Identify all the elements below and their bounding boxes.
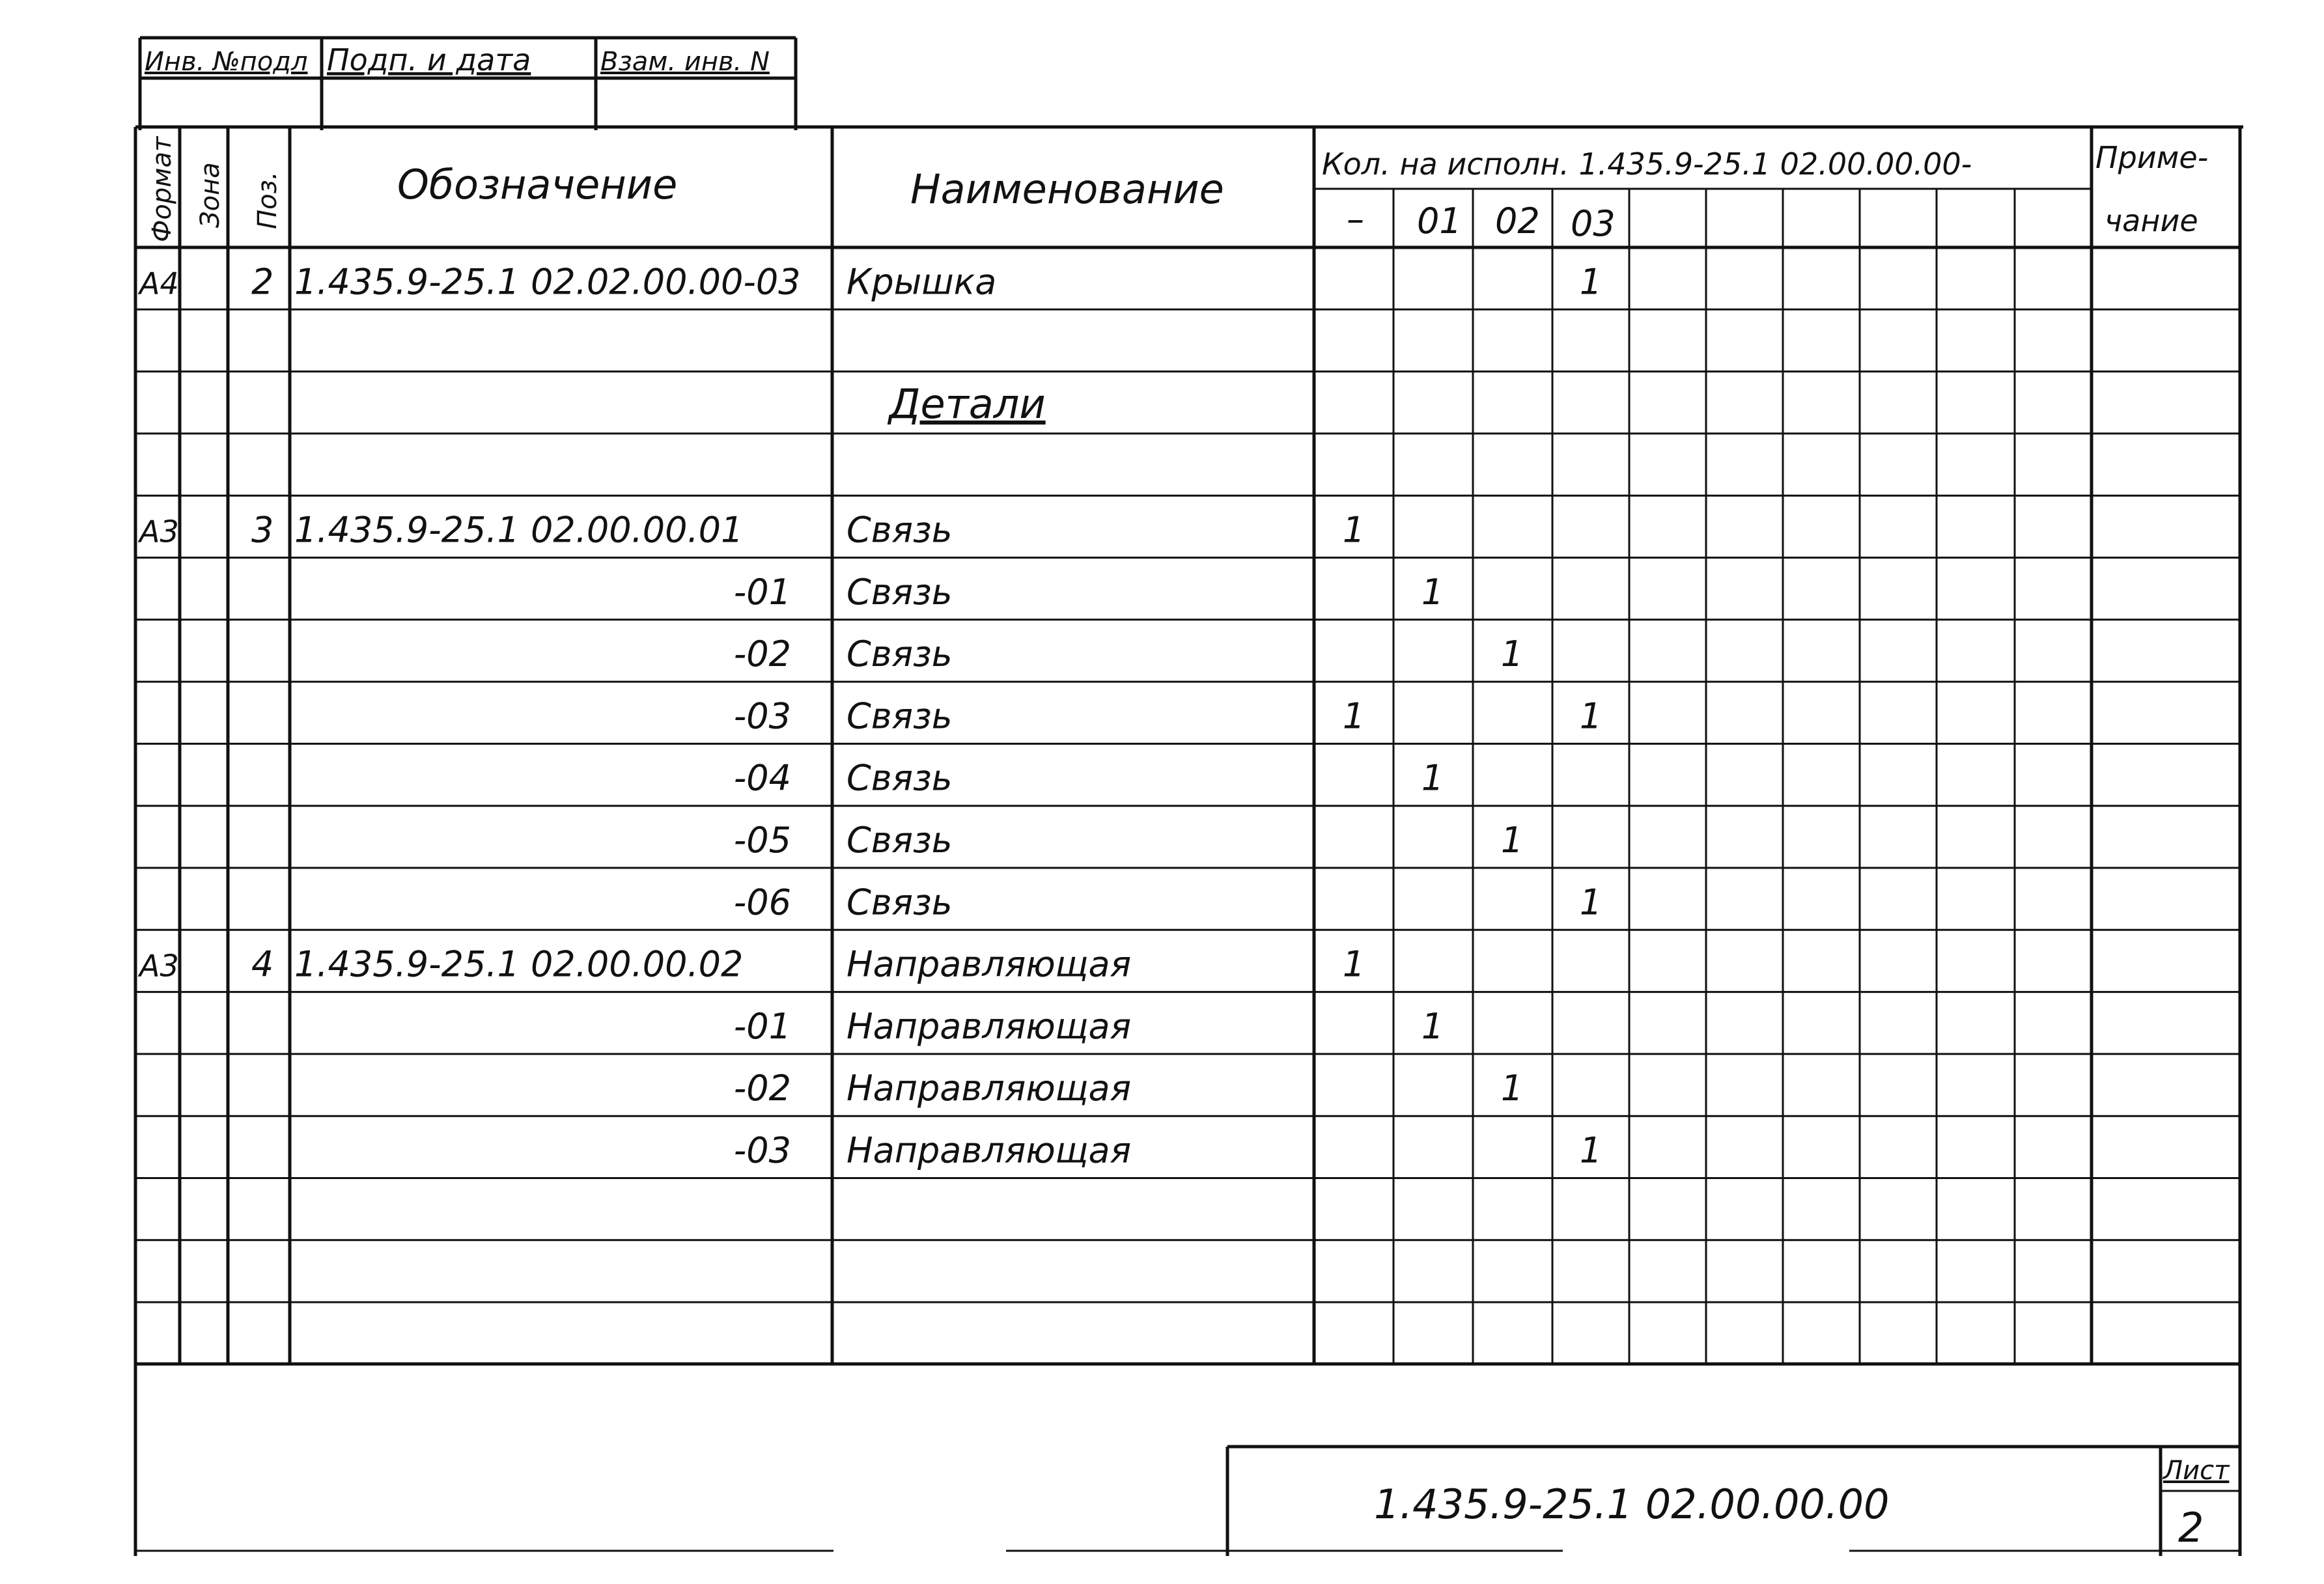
header-poz: Поз. [253,171,283,229]
cell-naimenovanie: Направляющая [847,943,1132,985]
stamp-vzam-inv: Взам. инв. N [600,47,770,77]
table-row [734,1130,1602,1171]
table-row [887,380,1046,428]
cell-naimenovanie: Связь [847,820,953,861]
header-kol-title: Кол. на исполн. 1.435.9-25.1 02.00.00.00- [1322,146,1972,182]
cell-qty-2: 1 [1500,820,1524,861]
archive-stamp [140,38,796,130]
table-row [734,882,1602,923]
table-row [137,510,1365,551]
header-primechanie-2: чание [2105,203,2198,238]
table-row [734,1006,1444,1047]
cell-qty-3: 1 [1579,1130,1603,1171]
table-header [147,135,2208,244]
cell-qty-0: 1 [1342,943,1365,985]
cell-naimenovanie: Направляющая [847,1005,1132,1047]
cell-oboznachenie: 1.435.9-25.1 02.00.00.01 [294,509,744,551]
cell-qty-1: 1 [1421,571,1444,613]
cell-naimenovanie: Связь [847,509,953,551]
cell-format: А4 [139,266,179,301]
cell-naimenovanie: Направляющая [847,1130,1132,1171]
cell-oboznachenie: -02 [733,633,791,675]
table-row [734,820,1523,861]
cell-oboznachenie: -02 [733,1068,791,1109]
cell-qty-2: 1 [1500,633,1524,675]
row-lines [135,309,2240,1364]
cell-naimenovanie: Связь [847,695,953,737]
cell-naimenovanie: Связь [847,757,953,799]
cell-oboznachenie: -06 [733,882,791,923]
cell-oboznachenie: 1.435.9-25.1 02.00.00.02 [294,943,744,985]
cell-qty-3: 1 [1579,882,1603,923]
cell-poz: 3 [251,509,274,551]
cell-oboznachenie: 1.435.9-25.1 02.02.00.00-03 [294,261,801,303]
table-row [137,944,1365,985]
list-number: 2 [2178,1504,2204,1551]
header-variant-2: 02 [1495,201,1540,242]
cell-naimenovanie: Связь [847,633,953,675]
cell-qty-1: 1 [1421,757,1444,799]
document-code: 1.435.9-25.1 02.00.00.00 [1374,1480,1890,1528]
header-naimenovanie: Наименование [910,165,1224,213]
table-row [734,633,1523,674]
stamp-inv-podl: Инв. №подл [145,47,308,77]
header-oboznachenie: Обозначение [397,161,678,208]
table-row [734,1068,1523,1109]
cell-format: А3 [139,514,179,549]
header-variant-3: 03 [1571,203,1616,244]
header-variant-1: 01 [1417,201,1462,242]
cell-oboznachenie: -03 [733,1130,791,1171]
table-body [137,261,1602,1171]
table-frame [135,127,2243,1556]
cell-naimenovanie: Связь [847,571,953,613]
table-row [734,695,1602,736]
header-primechanie-1: Приме- [2095,140,2209,175]
title-block [135,1447,2240,1556]
cell-oboznachenie: -04 [733,757,791,799]
header-variant-0: – [1347,199,1364,240]
section-title: Детали [889,380,1046,428]
cell-qty-3: 1 [1579,695,1603,737]
table-row [734,758,1444,799]
cell-qty-3: 1 [1579,261,1603,303]
header-format: Формат [147,136,177,242]
table-row [137,261,1602,302]
stamp-podp-data: Подп. и дата [327,42,531,77]
cell-oboznachenie: -01 [733,571,791,613]
cell-qty-0: 1 [1342,509,1365,551]
cell-poz: 2 [251,261,274,303]
cell-oboznachenie: -05 [733,820,791,861]
header-zona: Зона [195,162,225,228]
cell-oboznachenie: -01 [733,1005,791,1047]
cell-oboznachenie: -03 [733,695,791,737]
list-label: Лист [2163,1456,2230,1486]
cell-naimenovanie: Направляющая [847,1068,1132,1109]
cell-format: А3 [139,948,179,984]
table-row [734,572,1444,613]
cell-qty-1: 1 [1421,1005,1444,1047]
cell-qty-2: 1 [1500,1068,1524,1109]
cell-qty-0: 1 [1342,695,1365,737]
cell-naimenovanie: Крышка [847,261,997,303]
cell-poz: 4 [251,943,274,985]
cell-naimenovanie: Связь [847,882,953,923]
